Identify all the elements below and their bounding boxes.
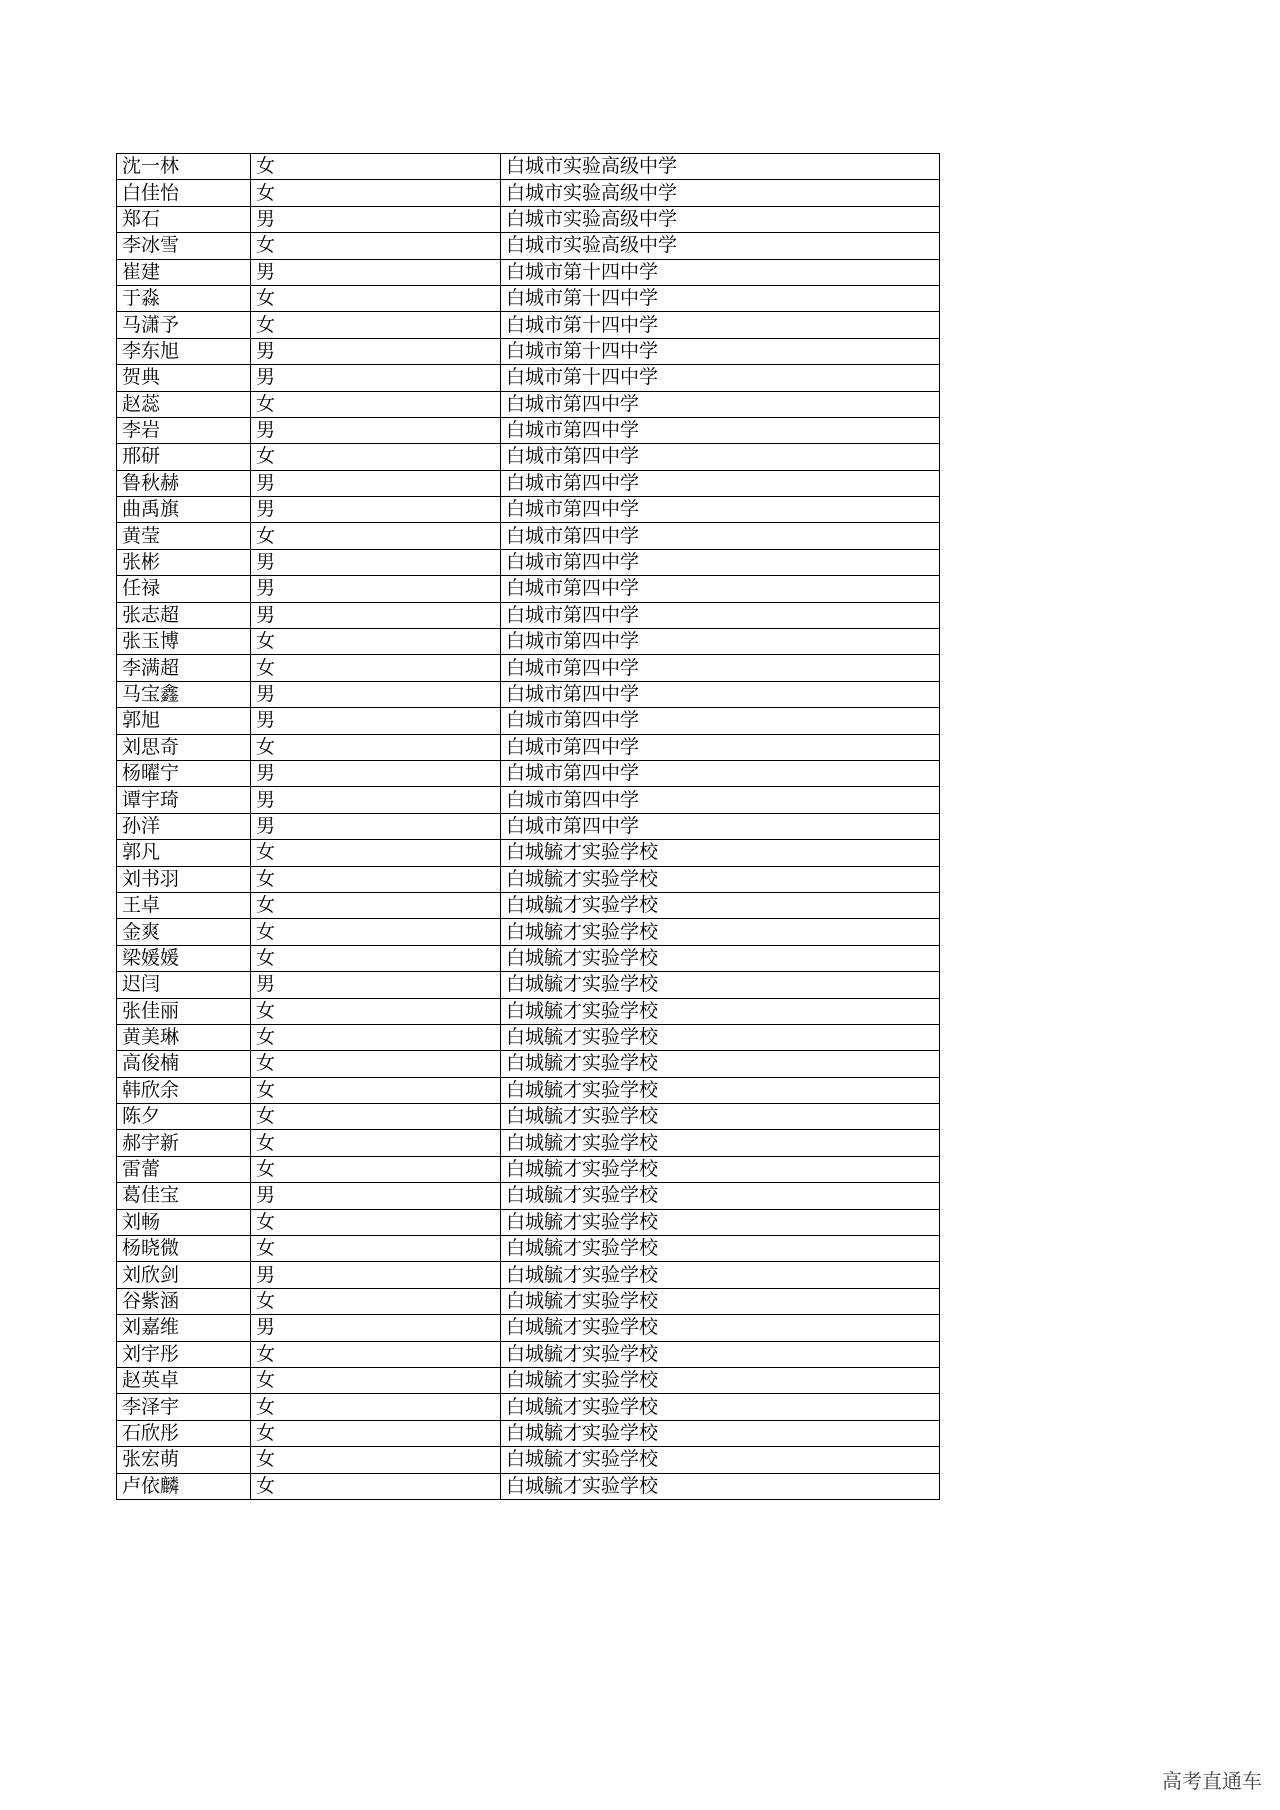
school-cell: 白城市第四中学 [501,576,940,602]
gender-cell: 女 [251,180,501,206]
student-name-cell: 崔建 [117,259,251,285]
gender-cell: 女 [251,1209,501,1235]
school-cell: 白城毓才实验学校 [501,1262,940,1288]
table-row [117,497,940,523]
gender-cell: 女 [251,391,501,417]
school-cell: 白城市第四中学 [501,444,940,470]
student-name-cell: 郭凡 [117,840,251,866]
gender-cell: 女 [251,154,501,180]
school-cell: 白城毓才实验学校 [501,1315,940,1341]
table-row [117,576,940,602]
school-cell: 白城毓才实验学校 [501,1209,940,1235]
table-row [117,1156,940,1182]
table-row [117,549,940,575]
student-name-cell: 张志超 [117,602,251,628]
table-row [117,1394,940,1420]
school-cell: 白城毓才实验学校 [501,919,940,945]
school-cell: 白城毓才实验学校 [501,840,940,866]
student-name-cell: 马宝鑫 [117,681,251,707]
student-name-cell: 高俊楠 [117,1051,251,1077]
gender-cell: 女 [251,285,501,311]
watermark: 高考直通车 [1162,1769,1262,1793]
school-cell: 白城市实验高级中学 [501,233,940,259]
gender-cell: 女 [251,1420,501,1446]
gender-cell: 男 [251,470,501,496]
table-row [117,945,940,971]
school-cell: 白城市实验高级中学 [501,206,940,232]
table-row [117,365,940,391]
student-name-cell: 雷蕾 [117,1156,251,1182]
gender-cell: 男 [251,365,501,391]
gender-cell: 女 [251,998,501,1024]
school-cell: 白城市第十四中学 [501,338,940,364]
table-row [117,1024,940,1050]
gender-cell: 男 [251,972,501,998]
gender-cell: 男 [251,417,501,443]
gender-cell: 男 [251,1183,501,1209]
roster-body [117,154,940,1500]
school-cell: 白城毓才实验学校 [501,1288,940,1314]
school-cell: 白城市第四中学 [501,655,940,681]
table-row [117,787,940,813]
table-row [117,1341,940,1367]
student-name-cell: 贺典 [117,365,251,391]
table-row [117,1183,940,1209]
gender-cell: 女 [251,1130,501,1156]
table-row [117,1367,940,1393]
table-row [117,629,940,655]
student-name-cell: 张彬 [117,549,251,575]
school-cell: 白城毓才实验学校 [501,1024,940,1050]
school-cell: 白城市第四中学 [501,470,940,496]
school-cell: 白城毓才实验学校 [501,866,940,892]
school-cell: 白城市实验高级中学 [501,180,940,206]
gender-cell: 女 [251,734,501,760]
gender-cell: 男 [251,576,501,602]
gender-cell: 女 [251,312,501,338]
student-name-cell: 郝宇新 [117,1130,251,1156]
school-cell: 白城毓才实验学校 [501,1394,940,1420]
table-row [117,206,940,232]
table-row [117,1262,940,1288]
gender-cell: 女 [251,1367,501,1393]
gender-cell: 女 [251,945,501,971]
table-row [117,1077,940,1103]
school-cell: 白城市第十四中学 [501,285,940,311]
table-row [117,1209,940,1235]
gender-cell: 男 [251,206,501,232]
school-cell: 白城毓才实验学校 [501,1077,940,1103]
gender-cell: 男 [251,338,501,364]
gender-cell: 女 [251,1104,501,1130]
school-cell: 白城市第四中学 [501,681,940,707]
student-name-cell: 李东旭 [117,338,251,364]
school-cell: 白城毓才实验学校 [501,1183,940,1209]
school-cell: 白城毓才实验学校 [501,1420,940,1446]
student-name-cell: 杨晓微 [117,1236,251,1262]
student-name-cell: 韩欣余 [117,1077,251,1103]
student-name-cell: 鲁秋赫 [117,470,251,496]
table-row [117,470,940,496]
gender-cell: 女 [251,523,501,549]
table-row [117,734,940,760]
school-cell: 白城市第四中学 [501,708,940,734]
student-name-cell: 赵英卓 [117,1367,251,1393]
school-cell: 白城毓才实验学校 [501,945,940,971]
gender-cell: 男 [251,708,501,734]
school-cell: 白城毓才实验学校 [501,1130,940,1156]
school-cell: 白城市第四中学 [501,391,940,417]
gender-cell: 男 [251,760,501,786]
gender-cell: 女 [251,655,501,681]
school-cell: 白城毓才实验学校 [501,1051,940,1077]
table-row [117,681,940,707]
school-cell: 白城市实验高级中学 [501,154,940,180]
gender-cell: 男 [251,813,501,839]
gender-cell: 女 [251,1473,501,1499]
student-name-cell: 孙洋 [117,813,251,839]
table-row [117,338,940,364]
gender-cell: 女 [251,1288,501,1314]
school-cell: 白城市第四中学 [501,629,940,655]
school-cell: 白城毓才实验学校 [501,892,940,918]
gender-cell: 女 [251,629,501,655]
gender-cell: 女 [251,1394,501,1420]
student-name-cell: 李冰雪 [117,233,251,259]
table-row [117,233,940,259]
gender-cell: 女 [251,866,501,892]
gender-cell: 男 [251,1262,501,1288]
table-row [117,972,940,998]
table-row [117,708,940,734]
student-name-cell: 刘欣剑 [117,1262,251,1288]
school-cell: 白城市第四中学 [501,734,940,760]
table-row [117,154,940,180]
student-name-cell: 王卓 [117,892,251,918]
school-cell: 白城市第四中学 [501,787,940,813]
student-name-cell: 张宏萌 [117,1447,251,1473]
school-cell: 白城市第四中学 [501,602,940,628]
table-row [117,813,940,839]
school-cell: 白城毓才实验学校 [501,1104,940,1130]
gender-cell: 男 [251,497,501,523]
table-row [117,417,940,443]
table-row [117,655,940,681]
school-cell: 白城毓才实验学校 [501,1473,940,1499]
table-row [117,602,940,628]
student-name-cell: 刘思奇 [117,734,251,760]
gender-cell: 女 [251,1447,501,1473]
student-name-cell: 石欣彤 [117,1420,251,1446]
gender-cell: 女 [251,444,501,470]
table-row [117,259,940,285]
table-row [117,840,940,866]
school-cell: 白城毓才实验学校 [501,1236,940,1262]
student-name-cell: 郭旭 [117,708,251,734]
gender-cell: 男 [251,549,501,575]
student-name-cell: 谷紫涵 [117,1288,251,1314]
table-row [117,1104,940,1130]
school-cell: 白城毓才实验学校 [501,1367,940,1393]
table-row [117,1420,940,1446]
table-row [117,180,940,206]
table-row [117,760,940,786]
table-row [117,919,940,945]
school-cell: 白城毓才实验学校 [501,1156,940,1182]
table-row [117,523,940,549]
table-row [117,312,940,338]
student-name-cell: 马潇予 [117,312,251,338]
school-cell: 白城市第十四中学 [501,312,940,338]
table-row [117,1288,940,1314]
school-cell: 白城毓才实验学校 [501,1341,940,1367]
school-cell: 白城市第十四中学 [501,259,940,285]
student-name-cell: 于淼 [117,285,251,311]
gender-cell: 女 [251,892,501,918]
student-name-cell: 郑石 [117,206,251,232]
student-name-cell: 曲禹旗 [117,497,251,523]
school-cell: 白城市第四中学 [501,523,940,549]
student-name-cell: 刘书羽 [117,866,251,892]
student-name-cell: 卢依麟 [117,1473,251,1499]
table-row [117,391,940,417]
table-row [117,285,940,311]
table-row [117,1051,940,1077]
student-name-cell: 谭宇琦 [117,787,251,813]
gender-cell: 女 [251,1077,501,1103]
table-row [117,444,940,470]
student-name-cell: 杨曜宁 [117,760,251,786]
table-row [117,866,940,892]
student-name-cell: 李泽宇 [117,1394,251,1420]
student-name-cell: 刘宇彤 [117,1341,251,1367]
table-row [117,892,940,918]
gender-cell: 女 [251,1024,501,1050]
student-name-cell: 黄莹 [117,523,251,549]
student-name-cell: 黄美琳 [117,1024,251,1050]
student-name-cell: 刘畅 [117,1209,251,1235]
gender-cell: 女 [251,1236,501,1262]
school-cell: 白城市第四中学 [501,813,940,839]
roster-table [116,153,940,1500]
school-cell: 白城市第四中学 [501,549,940,575]
student-name-cell: 迟闫 [117,972,251,998]
table-row [117,1236,940,1262]
school-cell: 白城市第四中学 [501,417,940,443]
gender-cell: 女 [251,233,501,259]
school-cell: 白城市第四中学 [501,497,940,523]
gender-cell: 男 [251,681,501,707]
student-name-cell: 邢研 [117,444,251,470]
student-name-cell: 葛佳宝 [117,1183,251,1209]
gender-cell: 男 [251,1315,501,1341]
gender-cell: 男 [251,602,501,628]
school-cell: 白城毓才实验学校 [501,1447,940,1473]
student-name-cell: 李岩 [117,417,251,443]
gender-cell: 女 [251,1341,501,1367]
gender-cell: 女 [251,1051,501,1077]
student-name-cell: 沈一林 [117,154,251,180]
table-row [117,1130,940,1156]
student-name-cell: 白佳怡 [117,180,251,206]
gender-cell: 男 [251,259,501,285]
school-cell: 白城市第十四中学 [501,365,940,391]
student-name-cell: 金爽 [117,919,251,945]
table-row [117,1315,940,1341]
table-row [117,1447,940,1473]
student-name-cell: 刘嘉维 [117,1315,251,1341]
gender-cell: 女 [251,1156,501,1182]
student-name-cell: 张玉博 [117,629,251,655]
gender-cell: 男 [251,787,501,813]
student-name-cell: 李满超 [117,655,251,681]
gender-cell: 女 [251,840,501,866]
school-cell: 白城市第四中学 [501,760,940,786]
student-name-cell: 陈夕 [117,1104,251,1130]
table-row [117,998,940,1024]
student-name-cell: 梁媛媛 [117,945,251,971]
student-name-cell: 赵蕊 [117,391,251,417]
table-row [117,1473,940,1499]
school-cell: 白城毓才实验学校 [501,972,940,998]
student-name-cell: 张佳丽 [117,998,251,1024]
school-cell: 白城毓才实验学校 [501,998,940,1024]
student-name-cell: 任禄 [117,576,251,602]
gender-cell: 女 [251,919,501,945]
